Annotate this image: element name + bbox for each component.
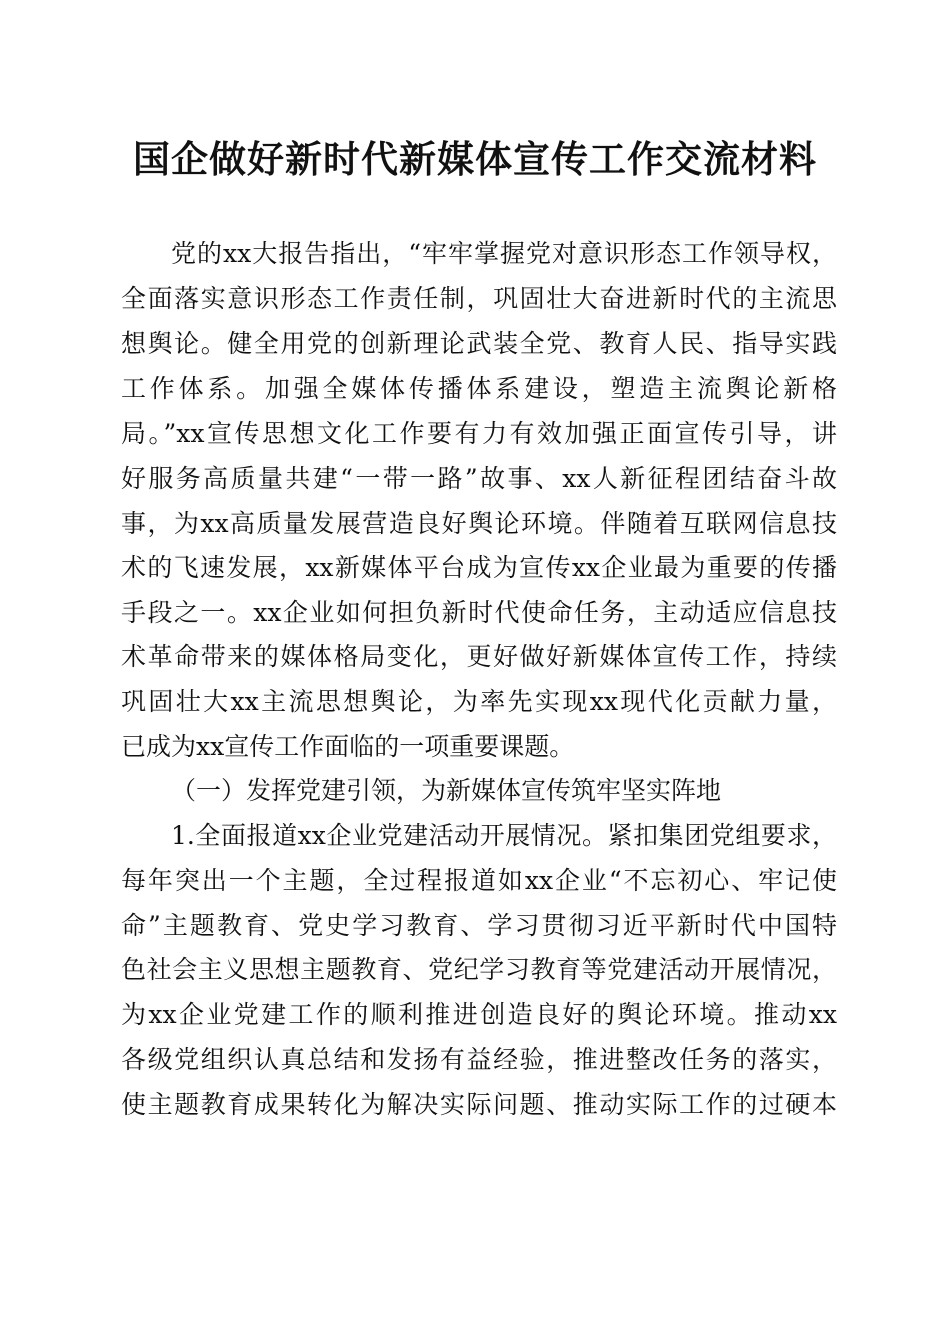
paragraph-line: 命”主题教育、党史学习教育、学习贯彻习近平新时代中国特 — [121, 911, 837, 940]
paragraph-line: 党的xx大报告指出，“牢牢掌握党对意识形态工作领导权， — [171, 239, 837, 268]
section-heading: （一）发挥党建引领，为新媒体宣传筑牢坚实阵地 — [171, 776, 722, 805]
paragraph-line: 色社会主义思想主题教育、党纪学习教育等党建活动开展情况， — [121, 955, 837, 984]
paragraph-line: 事，为xx高质量发展营造良好舆论环境。伴随着互联网信息技 — [121, 509, 837, 538]
paragraph-line: 使主题教育成果转化为解决实际问题、推动实际工作的过硬本 — [121, 1090, 837, 1119]
paragraph-line: 巩固壮大xx主流思想舆论，为率先实现xx现代化贡献力量， — [121, 687, 837, 716]
paragraph-line: 各级党组织认真总结和发扬有益经验，推进整改任务的落实， — [121, 1045, 837, 1074]
paragraph-line: 已成为xx宣传工作面临的一项重要课题。 — [121, 732, 575, 761]
paragraph-line: 每年突出一个主题，全过程报道如xx企业“不忘初心、牢记使 — [121, 866, 837, 895]
paragraph-line: 工作体系。加强全媒体传播体系建设，塑造主流舆论新格 — [121, 374, 837, 403]
paragraph-line: 为xx企业党建工作的顺利推进创造良好的舆论环境。推动xx — [121, 1000, 837, 1029]
paragraph-line: 局。”xx宣传思想文化工作要有力有效加强正面宣传引导，讲 — [121, 419, 837, 448]
paragraph-line: 1.全面报道xx企业党建活动开展情况。紧扣集团党组要求， — [171, 821, 837, 850]
document-title: 国企做好新时代新媒体宣传工作交流材料 — [133, 137, 817, 181]
paragraph-line: 术革命带来的媒体格局变化，更好做好新媒体宣传工作，持续 — [121, 642, 837, 671]
paragraph-line: 想舆论。健全用党的创新理论武装全党、教育人民、指导实践 — [121, 329, 837, 358]
paragraph-line: 好服务高质量共建“一带一路”故事、xx人新征程团结奋斗故 — [121, 464, 837, 493]
paragraph-line: 全面落实意识形态工作责任制，巩固壮大奋进新时代的主流思 — [121, 284, 837, 313]
paragraph-line: 术的飞速发展，xx新媒体平台成为宣传xx企业最为重要的传播 — [121, 553, 837, 582]
paragraph-line: 手段之一。xx企业如何担负新时代使命任务，主动适应信息技 — [121, 598, 837, 627]
